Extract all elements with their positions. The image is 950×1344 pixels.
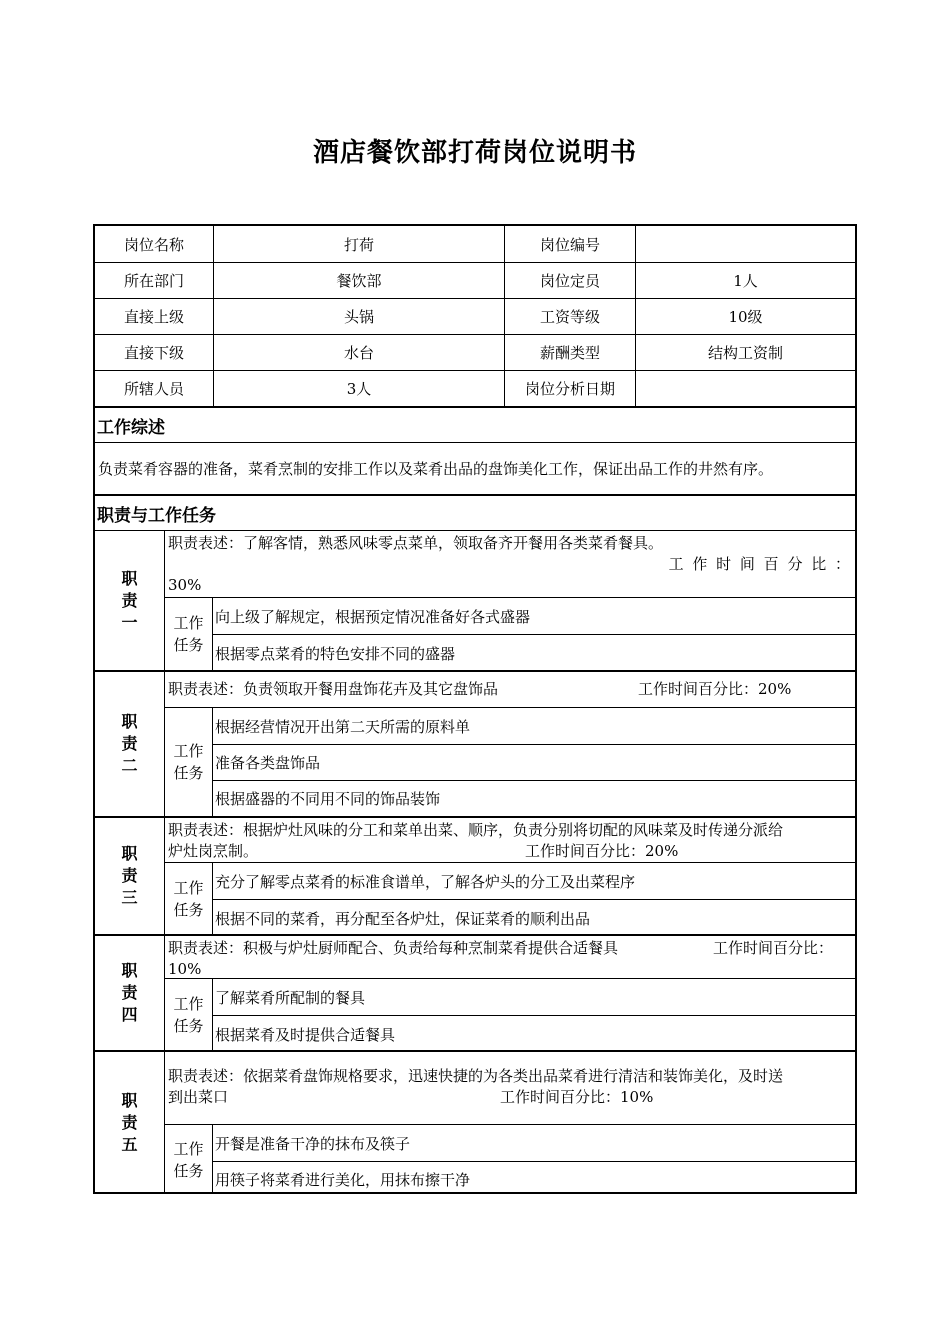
task-item: 向上级了解规定，根据预定情况准备好各式盛器 <box>215 607 531 626</box>
duty-pct: 工作时间百分比：10% <box>500 1088 654 1106</box>
info-value: 3人 <box>213 371 504 406</box>
info-key: 岗位分析日期 <box>504 371 635 406</box>
duty-pct: 工作时间百分比：20% <box>525 842 679 860</box>
task-item: 根据零点菜肴的特色安排不同的盛器 <box>213 634 855 671</box>
task-item: 根据菜肴及时提供合适餐具 <box>213 1015 855 1052</box>
duty-pct-value: 10% <box>168 960 202 978</box>
info-key: 所在部门 <box>123 272 184 290</box>
duty-desc-text: 职责表述：了解客情，熟悉风味零点菜单，领取备齐开餐用各类菜肴餐具。 <box>168 534 664 552</box>
info-row <box>95 298 855 334</box>
duty-label: 职责一 <box>95 531 165 670</box>
tasks-block <box>165 863 855 934</box>
tasks-block <box>165 1125 855 1194</box>
duty-pct-value: 30% <box>168 576 202 594</box>
summary-heading: 工作综述 <box>97 417 165 438</box>
duty-description <box>165 672 855 708</box>
task-item: 用筷子将菜肴进行美化，用抹布擦干净 <box>213 1161 855 1196</box>
info-key: 直接上级 <box>123 308 184 326</box>
task-item: 根据不同的菜肴，再分配至各炉灶，保证菜肴的顺利出品 <box>213 899 855 936</box>
duty-block <box>95 670 855 816</box>
task-item: 根据经营情况开出第二天所需的原料单 <box>215 717 471 736</box>
duties-heading-row <box>95 494 855 530</box>
info-value: 10级 <box>635 299 855 334</box>
tasks-block <box>165 598 855 670</box>
info-row <box>95 262 855 298</box>
info-row <box>95 370 855 406</box>
duty-block <box>95 1050 855 1194</box>
info-value <box>635 226 855 262</box>
task-item: 开餐是准备干净的抹布及筷子 <box>215 1134 411 1153</box>
duty-label: 职责五 <box>95 1052 165 1194</box>
job-description-table <box>93 224 857 1194</box>
info-key: 岗位编号 <box>504 226 635 262</box>
duty-description <box>165 818 855 863</box>
task-item: 充分了解零点菜肴的标准食谱单，了解各炉头的分工及出菜程序 <box>215 872 636 891</box>
tasks-label: 工作任务 <box>165 598 213 670</box>
duty-label: 职责四 <box>95 936 165 1050</box>
tasks-label: 工作任务 <box>165 863 213 934</box>
duty-desc-text: 职责表述：积极与炉灶厨师配合、负责给每种烹制菜肴提供合适餐具 <box>168 939 619 957</box>
info-value <box>635 371 855 406</box>
duty-pct: 工作时间百分比：20% <box>638 680 792 698</box>
info-key: 所辖人员 <box>123 380 184 398</box>
info-key: 岗位定员 <box>504 263 635 298</box>
duty-pct-label: 工 作 时 间 百 分 比 ： <box>668 555 852 573</box>
duty-label: 职责二 <box>95 672 165 816</box>
tasks-label: 工作任务 <box>165 1125 213 1194</box>
duty-desc-text: 炉灶岗烹制。 <box>168 842 259 860</box>
info-row <box>95 334 855 370</box>
duty-description <box>165 936 855 979</box>
duty-desc-text: 到出菜口 <box>168 1088 229 1106</box>
info-key: 岗位名称 <box>123 235 184 254</box>
task-item: 准备各类盘饰品 <box>213 744 855 780</box>
duty-pct-label: 工作时间百分比： <box>713 939 834 957</box>
tasks-block <box>165 708 855 816</box>
duty-desc-text: 职责表述：依据菜肴盘饰规格要求，迅速快捷的为各类出品菜肴进行清洁和装饰美化，及时送 <box>168 1067 784 1085</box>
duties-heading: 职责与工作任务 <box>97 505 216 526</box>
info-key: 直接下级 <box>123 344 184 362</box>
info-value: 水台 <box>213 335 504 370</box>
tasks-label: 工作任务 <box>165 708 213 816</box>
info-key: 薪酬类型 <box>504 335 635 370</box>
info-key: 工资等级 <box>504 299 635 334</box>
info-value: 结构工资制 <box>635 335 855 370</box>
summary-text: 负责菜肴容器的准备，菜肴烹制的安排工作以及菜肴出品的盘饰美化工作，保证出品工作的井然有序。 <box>98 460 774 478</box>
info-value: 餐饮部 <box>213 263 504 298</box>
summary-heading-row <box>95 406 855 442</box>
summary-row <box>95 442 855 494</box>
duty-desc-text: 职责表述：负责领取开餐用盘饰花卉及其它盘饰品 <box>168 680 499 698</box>
info-value: 头锅 <box>213 299 504 334</box>
info-row <box>95 226 855 262</box>
page-title: 酒店餐饮部打荷岗位说明书 <box>312 138 637 168</box>
duty-description <box>165 1052 855 1125</box>
info-value: 打荷 <box>213 226 504 262</box>
info-value: 1人 <box>635 263 855 298</box>
duty-block <box>95 816 855 934</box>
task-item: 了解菜肴所配制的餐具 <box>215 988 366 1007</box>
duty-label: 职责三 <box>95 818 165 934</box>
tasks-label: 工作任务 <box>165 979 213 1050</box>
task-item: 根据盛器的不同用不同的饰品装饰 <box>213 780 855 816</box>
duty-block <box>95 530 855 670</box>
duty-desc-text: 职责表述：根据炉灶风味的分工和菜单出菜、顺序，负责分别将切配的风味菜及时传递分派给 <box>168 821 784 839</box>
duty-block <box>95 934 855 1050</box>
tasks-block <box>165 979 855 1050</box>
duty-description <box>165 531 855 598</box>
